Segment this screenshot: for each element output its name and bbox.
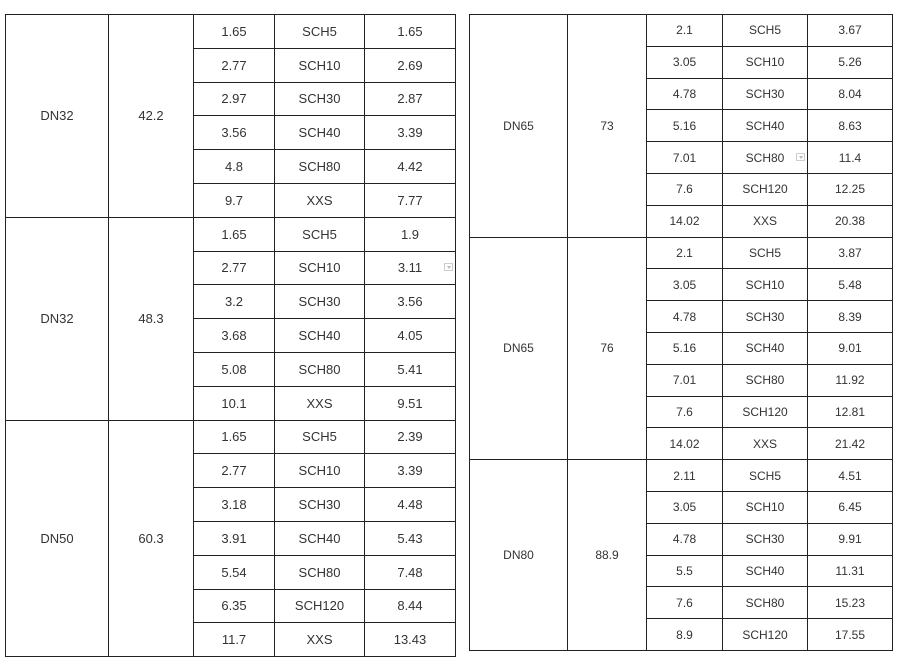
cell-value: 5.43	[397, 530, 423, 546]
cell-value: SCH80	[298, 564, 341, 580]
cell-value: XXS	[306, 632, 333, 648]
cell-value: 9.91	[838, 532, 862, 547]
weight-cell[interactable]	[365, 217, 456, 251]
wall-thickness-cell[interactable]	[647, 301, 723, 333]
schedule-cell[interactable]	[723, 587, 808, 619]
wall-thickness-cell[interactable]	[647, 460, 723, 492]
cell-value: 7.6	[676, 595, 693, 610]
cell-value: 11.92	[835, 373, 865, 388]
weight-cell[interactable]	[365, 623, 456, 657]
cell-value: 7.48	[397, 564, 423, 580]
cell-value: SCH30	[298, 294, 341, 310]
weight-cell[interactable]	[808, 523, 893, 555]
outer-diameter-cell[interactable]: 42.2	[109, 15, 194, 218]
cell-value: 1.9	[400, 226, 420, 242]
schedule-cell[interactable]	[275, 352, 365, 386]
cell-value: 1.65	[397, 23, 423, 39]
cell-value: 3.67	[838, 23, 862, 38]
cell-value: 3.56	[221, 125, 247, 141]
cell-value: 3.56	[397, 294, 423, 310]
dropdown-arrow-icon[interactable]	[796, 153, 805, 161]
table-body	[6, 15, 456, 657]
cell-value: SCH40	[298, 125, 341, 141]
table-row	[470, 460, 893, 492]
wall-thickness-cell[interactable]	[647, 110, 723, 142]
schedule-cell[interactable]	[723, 46, 808, 78]
weight-cell[interactable]	[365, 555, 456, 589]
wall-thickness-cell[interactable]	[194, 555, 275, 589]
nominal-diameter-cell[interactable]: DN80	[470, 460, 568, 651]
schedule-cell[interactable]	[723, 15, 808, 47]
cell-value: SCH80	[298, 361, 341, 377]
cell-value: 8.44	[397, 598, 423, 614]
cell-value: 2.77	[221, 260, 247, 276]
cell-value: 5.41	[397, 361, 423, 377]
nominal-diameter-cell[interactable]: DN50	[6, 420, 109, 657]
cell-value: 4.78	[672, 309, 697, 324]
weight-cell[interactable]	[365, 521, 456, 555]
cell-value: SCH80	[745, 373, 785, 388]
schedule-cell[interactable]	[723, 523, 808, 555]
schedule-cell[interactable]	[275, 183, 365, 217]
wall-thickness-cell[interactable]	[647, 78, 723, 110]
cell-value: 2.77	[221, 463, 247, 479]
outer-diameter-cell[interactable]: 48.3	[109, 217, 194, 420]
weight-cell[interactable]	[365, 48, 456, 82]
cell-value: SCH30	[745, 309, 785, 324]
cell-value: 3.91	[221, 530, 247, 546]
schedule-cell[interactable]	[723, 237, 808, 269]
weight-cell[interactable]	[808, 46, 893, 78]
cell-value: 13.43	[393, 632, 427, 648]
wall-thickness-cell[interactable]	[194, 521, 275, 555]
weight-cell[interactable]	[808, 332, 893, 364]
cell-value: 3.18	[221, 497, 247, 513]
cell-value: SCH10	[745, 277, 785, 292]
outer-diameter-cell[interactable]: 73	[568, 15, 647, 238]
schedule-cell[interactable]	[275, 623, 365, 657]
nominal-diameter-cell[interactable]: DN32	[6, 217, 109, 420]
dropdown-arrow-icon[interactable]	[444, 263, 453, 271]
table-row	[6, 15, 456, 49]
cell-value: 3.05	[672, 500, 697, 515]
cell-value: XXS	[306, 192, 333, 208]
schedule-cell[interactable]	[275, 521, 365, 555]
wall-thickness-cell[interactable]	[647, 142, 723, 174]
cell-value: 2.69	[397, 57, 423, 73]
cell-value: 2.1	[676, 23, 693, 38]
weight-cell[interactable]	[808, 491, 893, 523]
wall-thickness-cell[interactable]	[647, 523, 723, 555]
schedule-cell[interactable]	[275, 116, 365, 150]
cell-value: 15.23	[834, 595, 866, 610]
weight-cell[interactable]	[365, 285, 456, 319]
cell-value: SCH5	[302, 429, 337, 445]
weight-cell[interactable]	[365, 15, 456, 49]
wall-thickness-cell[interactable]	[647, 332, 723, 364]
outer-diameter-cell[interactable]: 88.9	[568, 460, 647, 651]
cell-value: 3.87	[838, 245, 862, 260]
cell-value: 11.4	[838, 150, 862, 165]
cell-value: 5.5	[676, 563, 693, 578]
cell-value: SCH80	[298, 159, 341, 175]
wall-thickness-cell[interactable]	[647, 364, 723, 396]
cell-value: 4.42	[397, 159, 423, 175]
wall-thickness-cell[interactable]	[194, 15, 275, 49]
schedule-cell[interactable]	[275, 251, 365, 285]
cell-value: 20.38	[834, 214, 866, 229]
cell-value: 2.87	[397, 91, 423, 107]
wall-thickness-cell[interactable]	[194, 623, 275, 657]
schedule-cell[interactable]	[723, 173, 808, 205]
wall-thickness-cell[interactable]	[194, 48, 275, 82]
weight-cell[interactable]	[365, 386, 456, 420]
nominal-diameter-cell[interactable]: DN32	[6, 15, 109, 218]
cell-value: XXS	[306, 395, 333, 411]
schedule-cell[interactable]	[723, 205, 808, 237]
schedule-cell[interactable]	[723, 142, 808, 174]
cell-value: 14.02	[669, 214, 700, 229]
cell-value: 7.01	[672, 150, 697, 165]
cell-value: SCH80	[745, 595, 785, 610]
wall-thickness-cell[interactable]	[194, 454, 275, 488]
wall-thickness-cell[interactable]	[194, 116, 275, 150]
wall-thickness-cell[interactable]	[647, 269, 723, 301]
cell-value: 5.26	[838, 55, 862, 70]
cell-value: 3.11	[397, 260, 423, 276]
cell-value: 3.39	[397, 125, 423, 141]
cell-value: SCH5	[748, 468, 781, 483]
wall-thickness-cell[interactable]	[647, 237, 723, 269]
outer-diameter-cell[interactable]: 60.3	[109, 420, 194, 657]
cell-value: SCH10	[745, 55, 785, 70]
cell-value: SCH40	[298, 530, 341, 546]
cell-value: 5.16	[672, 341, 697, 356]
schedule-cell[interactable]	[275, 589, 365, 623]
cell-value: 1.65	[221, 23, 247, 39]
schedule-cell[interactable]	[275, 488, 365, 522]
weight-cell[interactable]	[365, 454, 456, 488]
schedule-cell[interactable]	[723, 619, 808, 651]
weight-cell[interactable]	[808, 269, 893, 301]
weight-cell[interactable]	[365, 251, 456, 285]
wall-thickness-cell[interactable]	[647, 396, 723, 428]
weight-cell[interactable]	[808, 364, 893, 396]
schedule-cell[interactable]	[275, 217, 365, 251]
weight-cell[interactable]	[808, 15, 893, 47]
cell-value: SCH5	[748, 23, 781, 38]
cell-value: 11.31	[835, 563, 865, 578]
cell-value: 4.51	[838, 468, 862, 483]
cell-value: 21.42	[834, 436, 866, 451]
schedule-cell[interactable]	[275, 555, 365, 589]
cell-value: 4.78	[672, 532, 697, 547]
weight-cell[interactable]	[365, 82, 456, 116]
cell-value: SCH40	[745, 341, 785, 356]
weight-cell[interactable]	[365, 488, 456, 522]
cell-value: 3.2	[224, 294, 244, 310]
cell-value: 4.78	[672, 86, 697, 101]
wall-thickness-cell[interactable]	[647, 205, 723, 237]
weight-cell[interactable]	[808, 110, 893, 142]
cell-value: SCH30	[745, 86, 785, 101]
cell-value: 12.81	[834, 404, 866, 419]
cell-value: SCH40	[298, 328, 341, 344]
weight-cell[interactable]	[365, 116, 456, 150]
nominal-diameter-cell[interactable]: DN65	[470, 15, 568, 238]
wall-thickness-cell[interactable]	[194, 183, 275, 217]
cell-value: 3.05	[672, 277, 697, 292]
cell-value: 10.1	[221, 395, 247, 411]
wall-thickness-cell[interactable]	[647, 555, 723, 587]
cell-value: 11.7	[221, 632, 247, 648]
cell-value: SCH30	[298, 497, 341, 513]
schedule-cell[interactable]	[723, 428, 808, 460]
cell-value: SCH5	[302, 23, 337, 39]
weight-cell[interactable]	[808, 587, 893, 619]
cell-value: 5.08	[221, 361, 247, 377]
weight-cell[interactable]	[808, 205, 893, 237]
wall-thickness-cell[interactable]	[194, 319, 275, 353]
cell-value: SCH10	[745, 500, 785, 515]
schedule-cell[interactable]	[723, 269, 808, 301]
weight-cell[interactable]	[808, 555, 893, 587]
schedule-cell[interactable]	[275, 48, 365, 82]
table-row	[470, 237, 893, 269]
cell-value: 7.6	[676, 404, 693, 419]
schedule-cell[interactable]	[723, 78, 808, 110]
cell-value: SCH10	[298, 57, 341, 73]
cell-value: 4.05	[397, 328, 423, 344]
cell-value: 6.35	[221, 598, 247, 614]
wall-thickness-cell[interactable]	[647, 15, 723, 47]
cell-value: SCH30	[745, 532, 785, 547]
cell-value: SCH5	[748, 245, 781, 260]
cell-value: SCH120	[742, 627, 788, 642]
wall-thickness-cell[interactable]	[194, 420, 275, 454]
wall-thickness-cell[interactable]	[194, 386, 275, 420]
cell-value: 7.6	[676, 182, 693, 197]
cell-value: 8.9	[676, 627, 693, 642]
schedule-cell[interactable]	[723, 364, 808, 396]
cell-value: SCH10	[298, 260, 341, 276]
weight-cell[interactable]	[365, 150, 456, 184]
weight-cell[interactable]	[808, 301, 893, 333]
cell-value: 4.8	[224, 159, 244, 175]
cell-value: SCH40	[745, 118, 785, 133]
weight-cell[interactable]	[808, 78, 893, 110]
cell-value: 1.65	[221, 226, 247, 242]
wall-thickness-cell[interactable]	[194, 589, 275, 623]
weight-cell[interactable]	[808, 237, 893, 269]
cell-value: 12.25	[834, 182, 866, 197]
table-row	[6, 420, 456, 454]
weight-cell[interactable]	[808, 619, 893, 651]
cell-value: SCH10	[298, 463, 341, 479]
schedule-cell[interactable]	[275, 386, 365, 420]
cell-value: SCH120	[294, 598, 345, 614]
wall-thickness-cell[interactable]	[647, 46, 723, 78]
cell-value: 3.39	[397, 463, 423, 479]
cell-value: SCH120	[742, 182, 788, 197]
cell-value: XXS	[752, 214, 777, 229]
cell-value: 5.16	[672, 118, 697, 133]
cell-value: SCH120	[742, 404, 788, 419]
schedule-cell[interactable]	[275, 150, 365, 184]
schedule-cell[interactable]	[723, 460, 808, 492]
schedule-cell[interactable]	[723, 491, 808, 523]
cell-value: 4.48	[397, 497, 423, 513]
weight-cell[interactable]	[365, 319, 456, 353]
weight-cell[interactable]	[808, 428, 893, 460]
weight-cell[interactable]	[808, 142, 893, 174]
wall-thickness-cell[interactable]	[194, 488, 275, 522]
cell-value: SCH40	[745, 563, 785, 578]
weight-cell[interactable]	[808, 460, 893, 492]
cell-value: 2.1	[676, 245, 693, 260]
wall-thickness-cell[interactable]	[647, 587, 723, 619]
cell-value: 5.48	[838, 277, 862, 292]
table-row	[6, 217, 456, 251]
weight-cell[interactable]	[365, 589, 456, 623]
wall-thickness-cell[interactable]	[647, 428, 723, 460]
schedule-cell[interactable]	[275, 15, 365, 49]
cell-value: 9.7	[224, 192, 244, 208]
cell-value: SCH5	[302, 226, 337, 242]
cell-value: 9.01	[838, 341, 862, 356]
wall-thickness-cell[interactable]	[647, 619, 723, 651]
cell-value: 8.04	[838, 86, 862, 101]
pipe-schedule-table-right	[469, 14, 893, 651]
schedule-cell[interactable]	[723, 396, 808, 428]
table-body	[470, 15, 893, 651]
cell-value: 14.02	[669, 436, 700, 451]
cell-value: 3.68	[221, 328, 247, 344]
cell-value: 7.77	[397, 192, 423, 208]
cell-value: 9.51	[397, 395, 423, 411]
schedule-cell[interactable]	[275, 319, 365, 353]
cell-value: 3.05	[672, 55, 697, 70]
cell-value: 1.65	[221, 429, 247, 445]
schedule-cell[interactable]	[275, 82, 365, 116]
cell-value: 2.39	[397, 429, 423, 445]
weight-cell[interactable]	[808, 396, 893, 428]
schedule-cell[interactable]	[723, 332, 808, 364]
wall-thickness-cell[interactable]	[647, 491, 723, 523]
schedule-cell[interactable]	[275, 420, 365, 454]
cell-value: 2.77	[221, 57, 247, 73]
weight-cell[interactable]	[365, 183, 456, 217]
cell-value: 2.11	[673, 468, 696, 483]
cell-value: 7.01	[672, 373, 697, 388]
cell-value: SCH30	[298, 91, 341, 107]
table-row	[470, 15, 893, 47]
cell-value: 6.45	[838, 500, 862, 515]
cell-value: 5.54	[221, 564, 247, 580]
cell-value: SCH80	[745, 150, 785, 165]
pipe-schedule-table-left	[5, 14, 456, 657]
cell-value: 17.55	[834, 627, 866, 642]
wall-thickness-cell[interactable]	[194, 285, 275, 319]
outer-diameter-cell[interactable]: 76	[568, 237, 647, 460]
weight-cell[interactable]	[808, 173, 893, 205]
schedule-cell[interactable]	[275, 285, 365, 319]
wall-thickness-cell[interactable]	[194, 217, 275, 251]
nominal-diameter-cell[interactable]: DN65	[470, 237, 568, 460]
weight-cell[interactable]	[365, 420, 456, 454]
wall-thickness-cell[interactable]	[194, 150, 275, 184]
cell-value: 8.39	[838, 309, 862, 324]
schedule-cell[interactable]	[723, 301, 808, 333]
wall-thickness-cell[interactable]	[194, 251, 275, 285]
weight-cell[interactable]	[365, 352, 456, 386]
schedule-cell[interactable]	[723, 555, 808, 587]
schedule-cell[interactable]	[275, 454, 365, 488]
wall-thickness-cell[interactable]	[647, 173, 723, 205]
wall-thickness-cell[interactable]	[194, 82, 275, 116]
cell-value: 8.63	[838, 118, 862, 133]
wall-thickness-cell[interactable]	[194, 352, 275, 386]
schedule-cell[interactable]	[723, 110, 808, 142]
cell-value: XXS	[752, 436, 777, 451]
cell-value: 2.97	[221, 91, 247, 107]
